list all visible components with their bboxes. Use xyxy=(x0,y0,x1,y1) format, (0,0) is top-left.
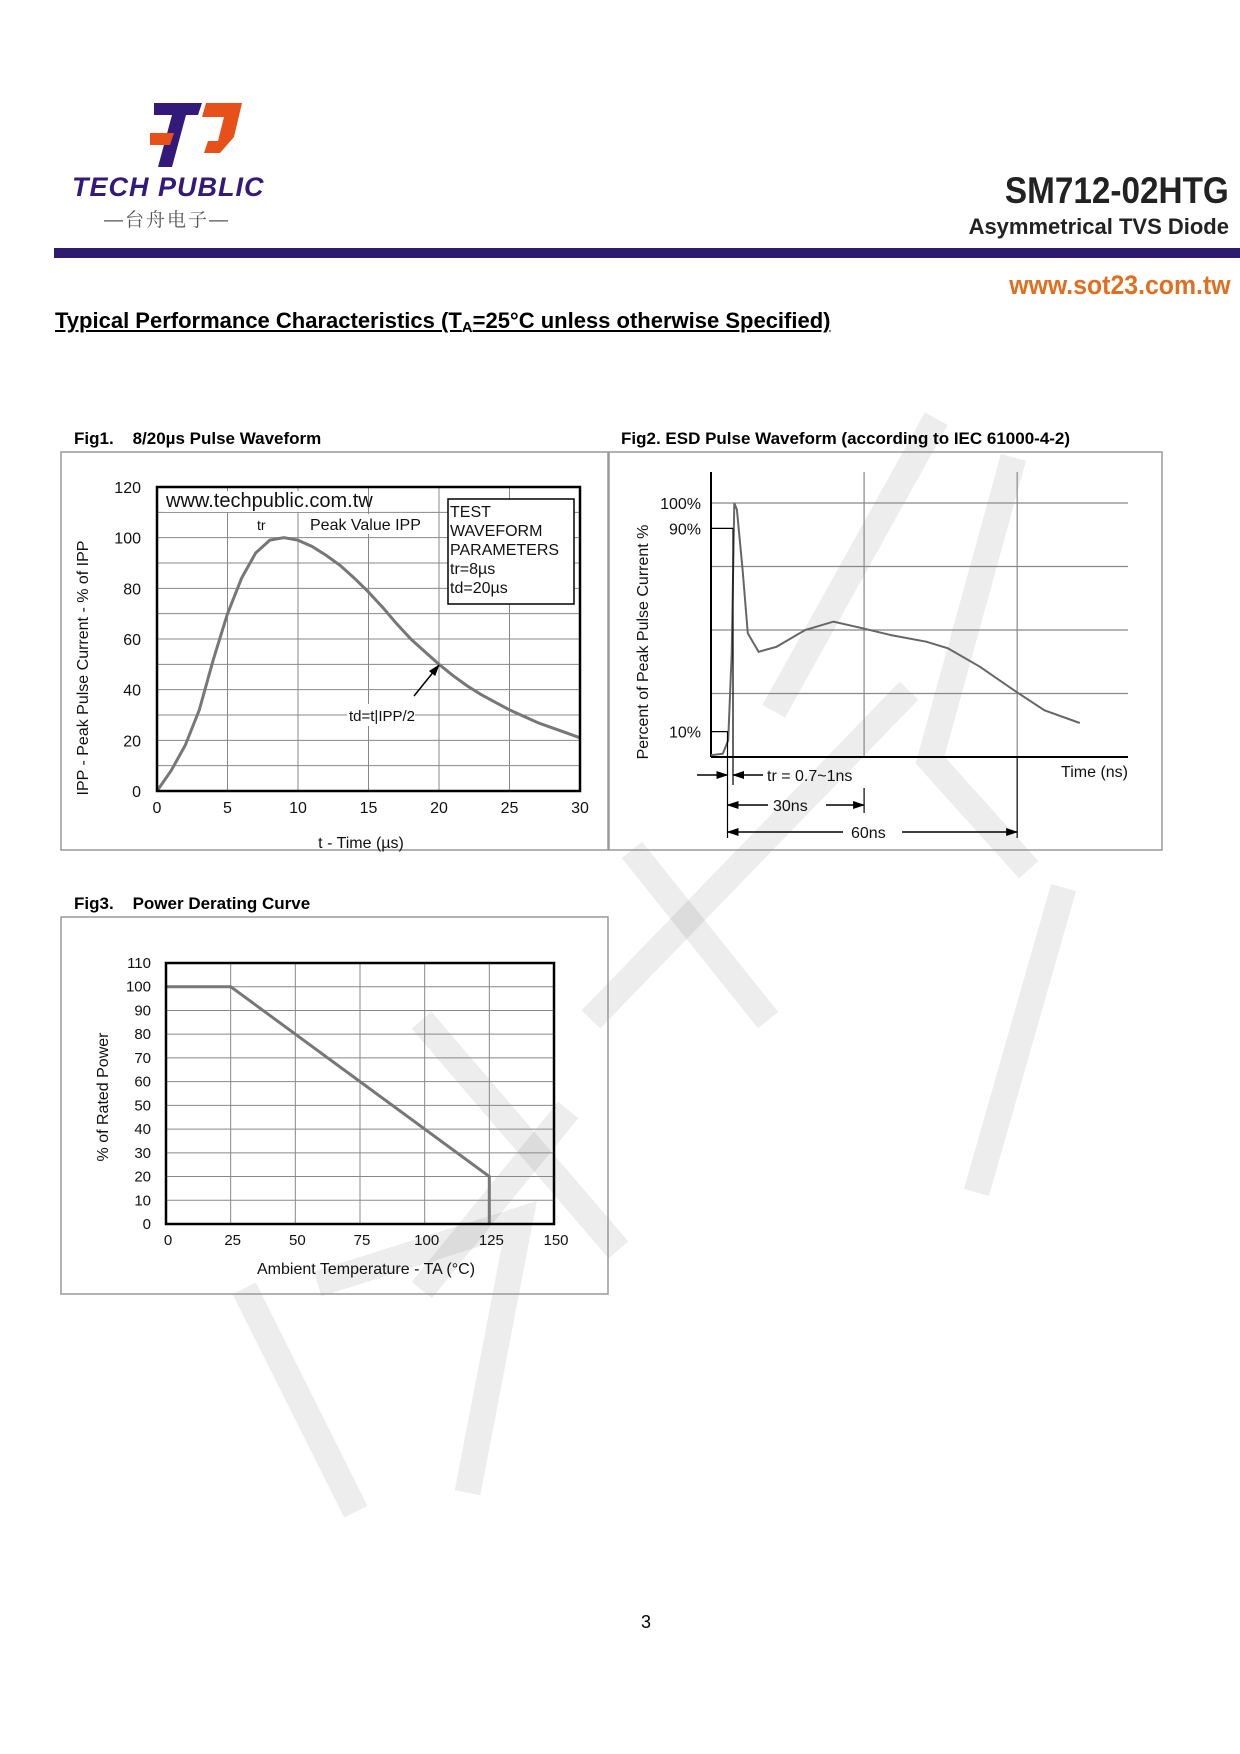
fig1-y-tick-label: 100 xyxy=(114,530,141,548)
fig1-y-tick-label: 0 xyxy=(132,784,141,801)
fig2-y-tick-label: 10% xyxy=(668,724,701,742)
fig1-x-tick-label: 10 xyxy=(289,800,307,817)
fig1-td-label: td=t|IPP/2 xyxy=(349,708,416,725)
fig2-y-tick-label: 100% xyxy=(660,496,701,513)
heading-sub: A xyxy=(461,319,473,336)
fig3-name: Power Derating Curve xyxy=(132,894,311,913)
fig1-x-tick-label: 15 xyxy=(359,800,378,817)
fig3-y-tick-label: 60 xyxy=(134,1073,151,1091)
fig3-y-tick-label: 70 xyxy=(134,1049,151,1067)
fig3-y-tick-label: 50 xyxy=(134,1097,151,1115)
fig3-chart xyxy=(61,917,608,1294)
fig1-x-tick-label: 30 xyxy=(571,800,589,817)
fig2-title: Fig2. ESD Pulse Waveform (according to IEC 61000-4-2) xyxy=(621,429,1071,448)
device-subtitle: Asymmetrical TVS Diode xyxy=(968,214,1229,239)
fig1-legend-line: TEST xyxy=(450,504,491,521)
fig1-x-axis-label: t - Time (µs) xyxy=(318,835,404,852)
fig1-y-axis-label: IPP - Peak Pulse Current - % of IPP xyxy=(75,540,92,796)
fig1-number: Fig1. xyxy=(74,429,114,448)
brand-name: TECH PUBLIC xyxy=(72,172,265,202)
fig3-y-tick-label: 20 xyxy=(134,1168,151,1186)
fig2-y-axis-label: Percent of Peak Pulse Current % xyxy=(635,524,652,760)
fig1-y-tick-label: 40 xyxy=(123,682,141,700)
fig1-name: 8/20µs Pulse Waveform xyxy=(132,429,322,448)
fig1-tr-label: tr xyxy=(257,517,266,533)
fig1-chart xyxy=(61,452,608,852)
fig3-y-tick-label: 80 xyxy=(134,1026,151,1044)
fig3-y-axis-label: % of Rated Power xyxy=(95,1032,112,1162)
fig3-x-tick-label: 25 xyxy=(224,1232,242,1249)
fig3-x-tick-label: 0 xyxy=(163,1232,173,1249)
fig3-y-tick-label: 100 xyxy=(125,978,151,996)
fig1-x-tick-label: 0 xyxy=(152,800,162,817)
fig3-x-tick-label: 100 xyxy=(414,1232,440,1249)
fig1-y-tick-label: 60 xyxy=(123,632,141,649)
fig1-legend-line: WAVEFORM xyxy=(450,523,543,540)
fig3-x-tick-label: 75 xyxy=(353,1232,371,1249)
fig1-x-tick-label: 25 xyxy=(500,800,519,817)
fig1-x-tick-label: 20 xyxy=(430,800,448,817)
fig3-y-tick-label: 90 xyxy=(134,1002,151,1020)
fig3-y-tick-label: 10 xyxy=(134,1192,151,1210)
part-number: SM712-02HTG xyxy=(1005,170,1229,211)
fig2-x-axis-label: Time (ns) xyxy=(1061,764,1128,781)
fig3-x-tick-label: 50 xyxy=(288,1232,306,1249)
fig1-y-tick-label: 80 xyxy=(123,581,141,599)
heading-text: Typical Performance Characteristics (T xyxy=(55,308,462,333)
fig1-peak-label: Peak Value IPP xyxy=(310,517,421,534)
fig2-tr-label: tr = 0.7~1ns xyxy=(767,768,853,785)
page-number: 3 xyxy=(641,1612,652,1632)
brand-name-chinese: —台舟电子— xyxy=(104,210,231,231)
fig3-y-tick-label: 30 xyxy=(134,1144,151,1162)
fig3-number: Fig3. xyxy=(74,894,114,913)
fig2-waveform-line xyxy=(711,503,1080,755)
fig3-x-tick-label: 125 xyxy=(478,1232,504,1249)
heading-text-end: =25°C unless otherwise Specified) xyxy=(472,308,831,333)
fig1-td-arrow xyxy=(414,665,439,696)
fig1-legend-line: tr=8µs xyxy=(450,561,496,578)
fig3-y-tick-label: 0 xyxy=(142,1216,151,1233)
fig3-x-axis-label: Ambient Temperature - TA (°C) xyxy=(256,1261,476,1278)
fig3-x-tick-label: 150 xyxy=(543,1232,569,1249)
fig3-y-tick-label: 40 xyxy=(134,1121,151,1139)
fig1-legend-line: PARAMETERS xyxy=(450,542,560,559)
website-link[interactable]: www.sot23.com.tw xyxy=(1009,270,1231,300)
fig2-30ns-label: 30ns xyxy=(773,798,808,815)
fig2-dimension-markers xyxy=(697,528,1017,838)
fig2-y-tick-label: 90% xyxy=(668,521,701,539)
fig3-y-tick-label: 110 xyxy=(127,955,151,972)
fig1-legend-line: td=20µs xyxy=(450,580,508,597)
fig2-chart xyxy=(609,452,1162,850)
fig1-url-watermark: www.techpublic.com.tw xyxy=(166,490,373,512)
fig2-60ns-label: 60ns xyxy=(851,825,886,842)
fig1-y-tick-label: 120 xyxy=(114,480,141,497)
fig1-x-tick-label: 5 xyxy=(223,800,232,817)
fig1-y-tick-label: 20 xyxy=(123,733,141,751)
